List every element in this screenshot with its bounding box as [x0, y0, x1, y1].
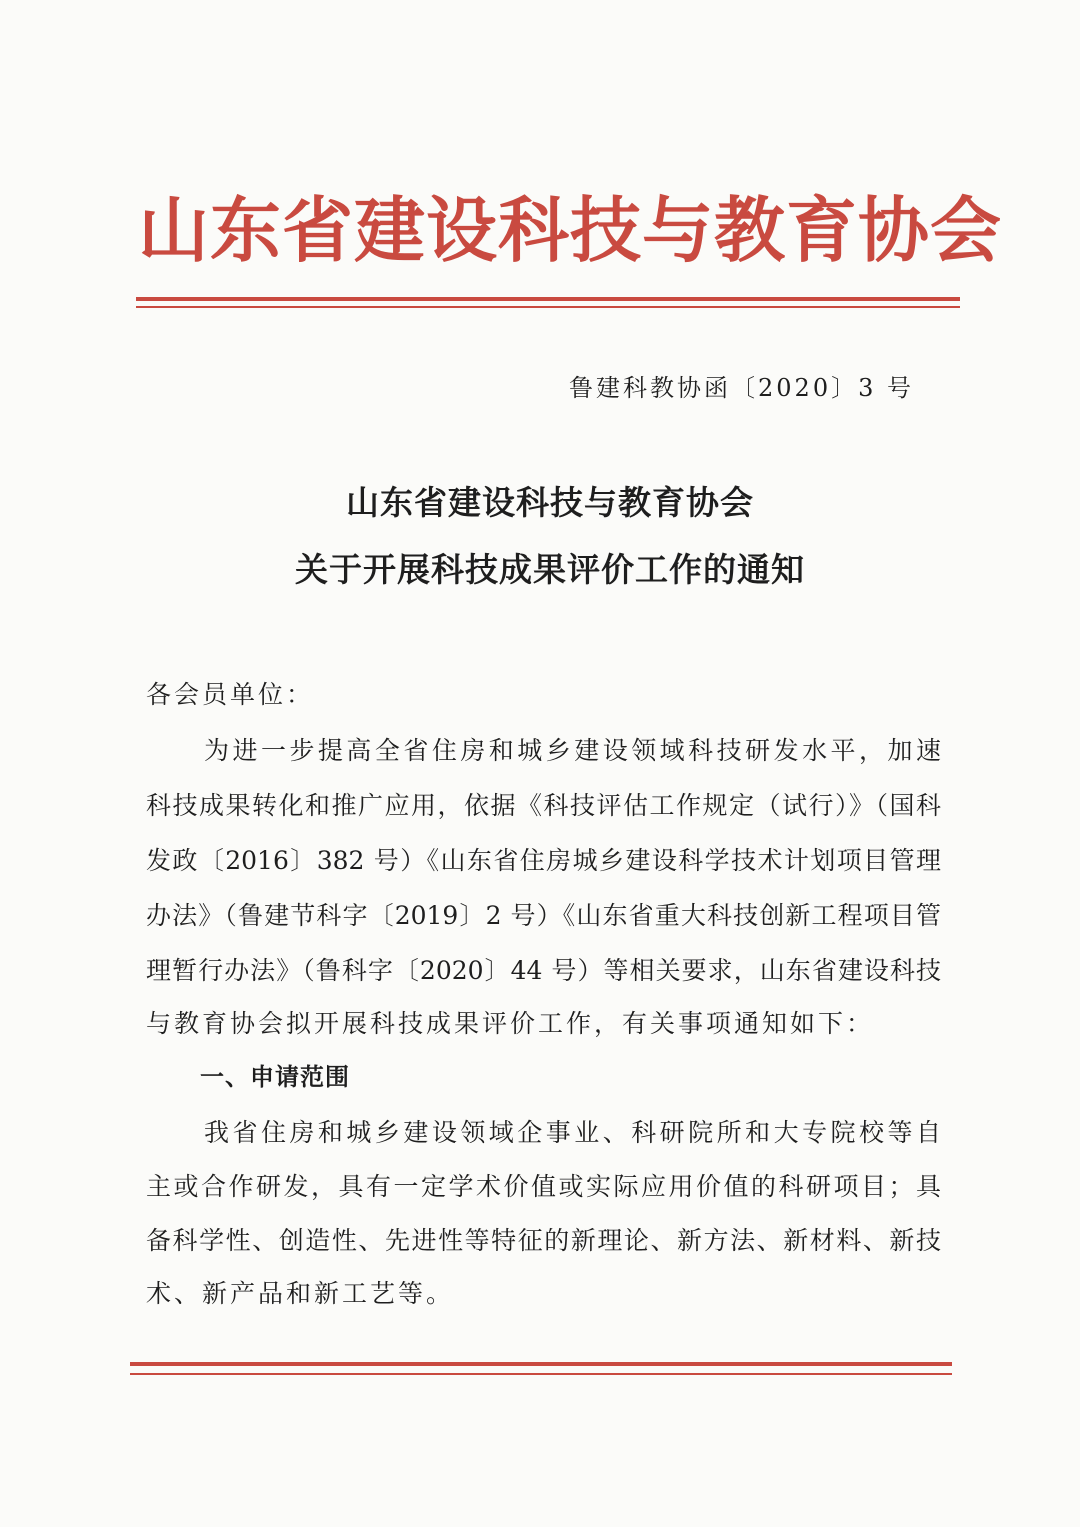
salutation: 各会员单位：	[146, 680, 315, 709]
paragraph-1-line: 与教育协会拟开展科技成果评价工作，有关事项通知如下：	[146, 1009, 875, 1038]
paragraph-1-line: 理暂行办法》（鲁科字〔2020〕44 号）等相关要求，山东省建设科技	[146, 956, 941, 985]
organization-letterhead: 山东省建设科技与教育协会	[138, 189, 1003, 272]
document-title-line-2: 关于开展科技成果评价工作的通知	[295, 550, 805, 589]
paragraph-1-line: 办法》（鲁建节科字〔2019〕2 号）《山东省重大科技创新工程项目管	[146, 901, 941, 930]
paragraph-2-line: 备科学性、创造性、先进性等特征的新理论、新方法、新材料、新技	[146, 1226, 941, 1255]
paragraph-1-line: 发政〔2016〕382 号）《山东省住房城乡建设科学技术计划项目管理	[146, 846, 941, 875]
paragraph-2-line: 我省住房和城乡建设领域企事业、科研院所和大专院校等自	[204, 1118, 941, 1147]
paragraph-1-line: 为进一步提高全省住房和城乡建设领域科技研发水平，加速	[204, 736, 941, 765]
document-title-line-1: 山东省建设科技与教育协会	[346, 483, 754, 522]
footer-rule-thick	[130, 1362, 952, 1366]
paragraph-1-line: 科技成果转化和推广应用，依据《科技评估工作规定（试行）》（国科	[146, 791, 941, 820]
document-number: 鲁建科教协函〔2020〕3 号	[569, 374, 914, 402]
letterhead-rule-thin	[136, 306, 960, 308]
footer-rule-thin	[130, 1373, 952, 1375]
paragraph-2-line: 术、新产品和新工艺等。	[146, 1279, 455, 1308]
letterhead-rule-thick	[136, 297, 960, 301]
section-heading-application-scope: 一、申请范围	[200, 1063, 350, 1091]
paragraph-2-line: 主或合作研发，具有一定学术价值或实际应用价值的科研项目；具	[146, 1172, 941, 1201]
